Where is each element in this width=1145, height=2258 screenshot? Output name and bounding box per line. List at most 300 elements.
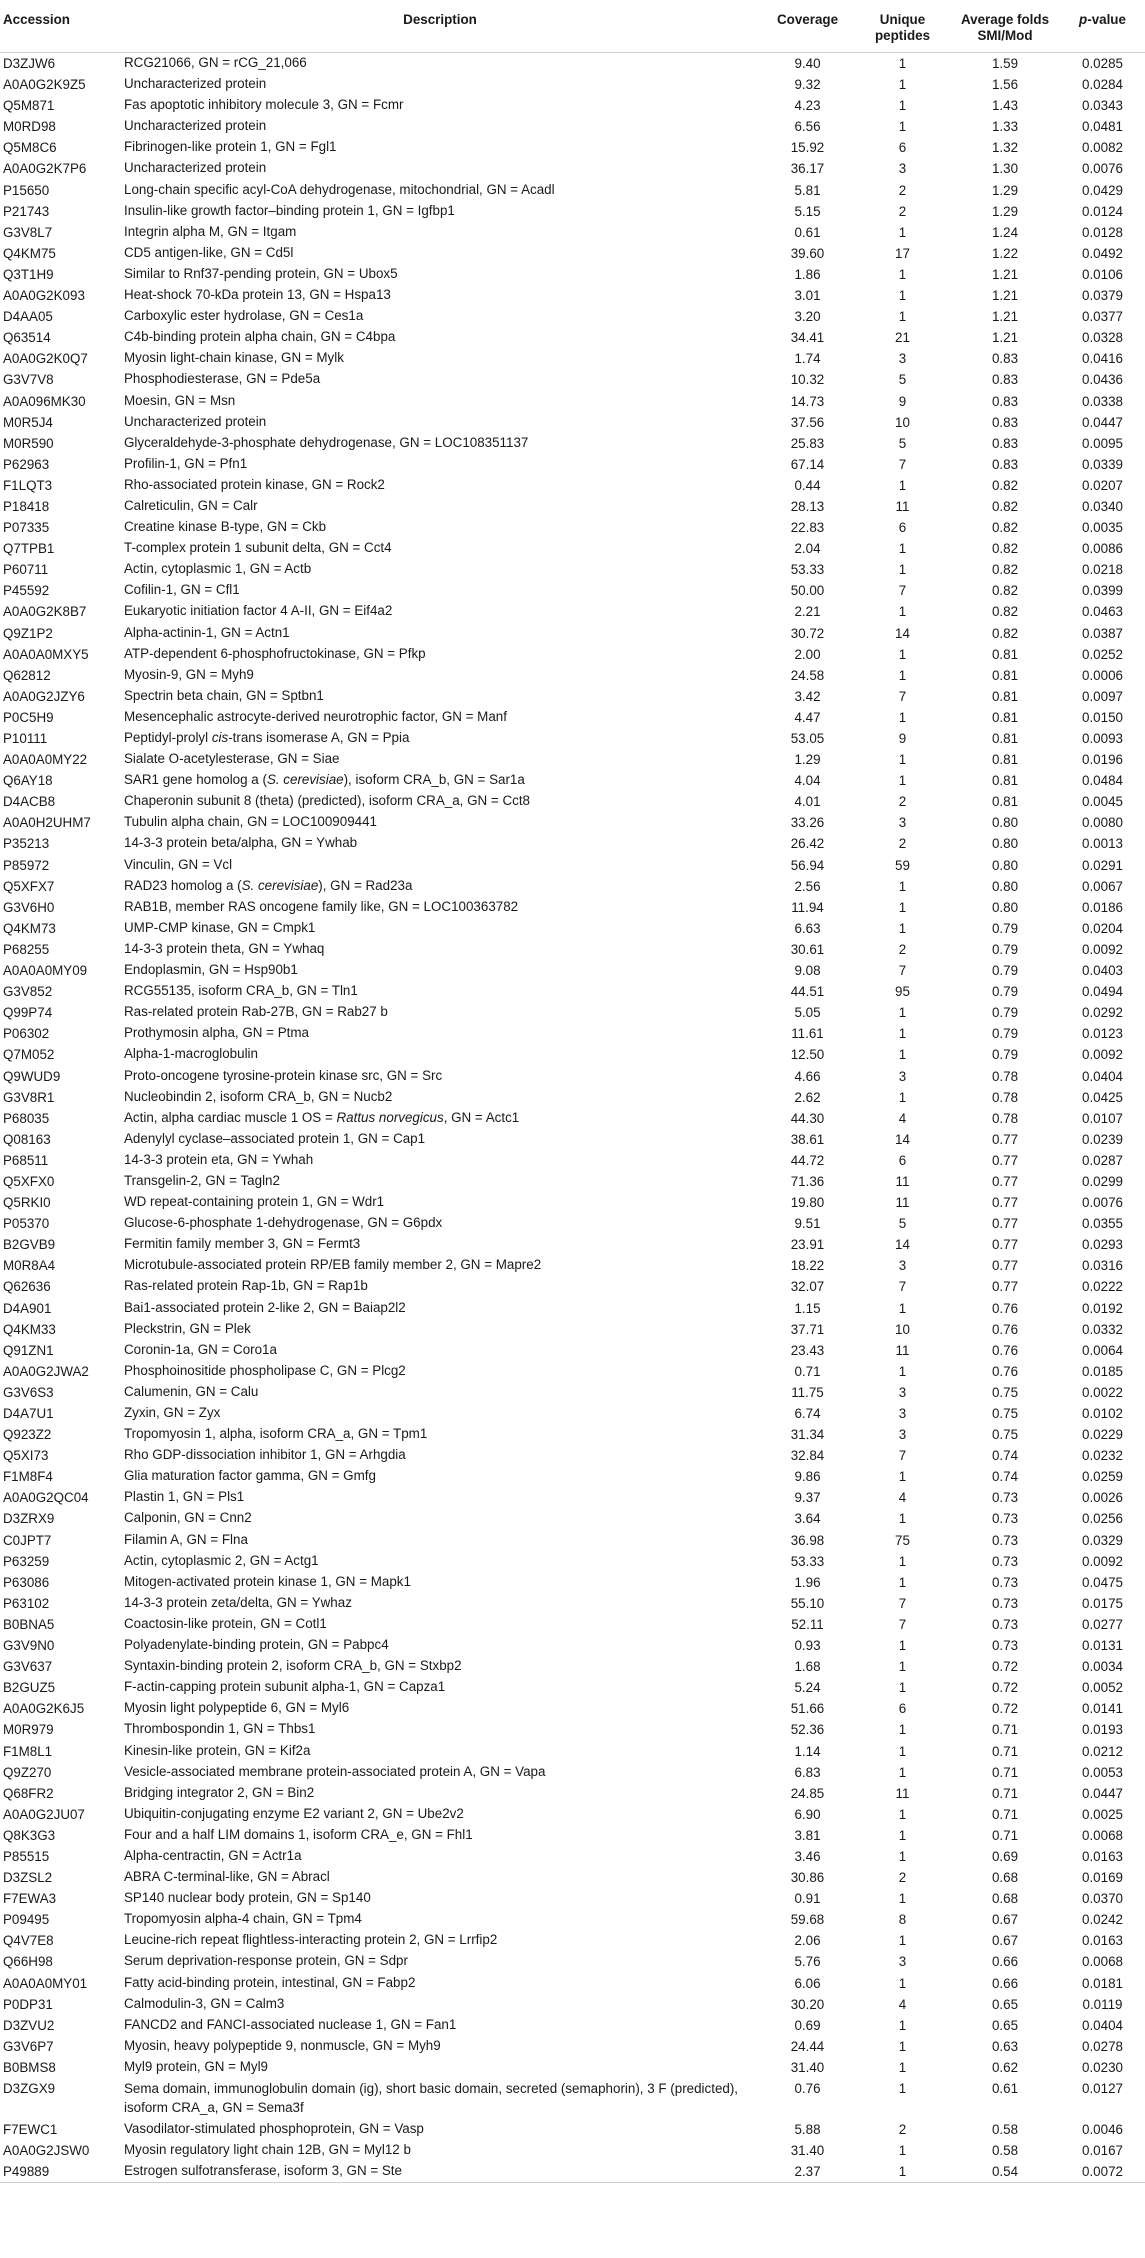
description-cell: Uncharacterized protein (124, 413, 267, 429)
table-row (0, 897, 1145, 918)
description-cell: Alpha-centractin, GN = Actr1a (124, 1847, 302, 1863)
p-value-cell: 0.0123 (1082, 1026, 1123, 1042)
description-cell: Calumenin, GN = Calu (124, 1383, 259, 1399)
average-folds-cell: 0.81 (991, 688, 1019, 704)
unique-peptides-cell: 1 (898, 1638, 907, 1654)
p-value-cell: 0.0416 (1082, 351, 1123, 367)
p-value-cell: 0.0067 (1082, 878, 1123, 894)
description-cell: Profilin-1, GN = Pfn1 (124, 455, 248, 471)
description-cell: Phosphoinositide phospholipase C, GN = Plcg2 (124, 1362, 406, 1378)
average-folds-cell: 0.83 (991, 414, 1019, 430)
accession-cell: Q99P74 (3, 1005, 53, 1021)
p-value-cell: 0.0229 (1082, 1427, 1123, 1443)
accession-cell: D3ZRX9 (3, 1511, 55, 1527)
average-folds-cell: 1.29 (991, 182, 1019, 198)
table-row (0, 1593, 1145, 1614)
table-row (0, 1783, 1145, 1804)
table-row (0, 876, 1145, 897)
description-cell: Eukaryotic initiation factor 4 A-II, GN = Eif4a2 (124, 603, 393, 619)
unique-peptides-cell: 2 (898, 794, 907, 810)
description-cell: Vesicle-associated membrane protein-associated protein A, GN = Vapa (124, 1763, 546, 1779)
coverage-cell: 6.90 (794, 1806, 821, 1822)
table-row (0, 1023, 1145, 1044)
coverage-cell: 5.15 (794, 203, 821, 219)
coverage-cell: 3.01 (794, 288, 821, 304)
coverage-cell: 9.40 (794, 56, 821, 71)
coverage-cell: 3.46 (794, 1848, 821, 1864)
accession-cell: Q5M871 (3, 98, 55, 114)
table-row (0, 791, 1145, 812)
accession-cell: P0C5H9 (3, 709, 54, 725)
coverage-cell: 1.68 (794, 1659, 821, 1675)
average-folds-cell: 0.82 (991, 625, 1019, 641)
table-row (0, 981, 1145, 1002)
description-text: Peptidyl-prolyl (124, 730, 212, 745)
table-row (0, 1002, 1145, 1023)
p-value-cell: 0.0329 (1082, 1532, 1123, 1548)
description-cell: Leucine-rich repeat flightless-interacting protein 2, GN = Lrrfip2 (124, 1932, 498, 1948)
p-value-cell: 0.0167 (1082, 2143, 1123, 2159)
description-cell: Sema domain, immunoglobulin domain (ig), short basic domain, secreted (semaphorin), 3 F (predicted), isoform CRA_a, GN = Sema3f (124, 2081, 739, 2115)
average-folds-cell: 0.81 (991, 794, 1019, 810)
unique-peptides-cell: 75 (895, 1532, 910, 1548)
accession-cell: F7EWC1 (3, 2122, 58, 2137)
table-row (0, 391, 1145, 412)
description-cell: Tropomyosin 1, alpha, isoform CRA_a, GN = Tpm1 (124, 1426, 428, 1442)
table-row (0, 812, 1145, 833)
table-row (0, 855, 1145, 876)
average-folds-cell: 0.80 (991, 878, 1019, 894)
description-cell: Coactosin-like protein, GN = Cotl1 (124, 1615, 327, 1631)
table-row (0, 475, 1145, 496)
description-cell: Integrin alpha M, GN = Itgam (124, 223, 297, 239)
unique-peptides-cell: 1 (898, 309, 907, 325)
description-cell: Plastin 1, GN = Pls1 (124, 1489, 245, 1505)
table-row (0, 1424, 1145, 1445)
accession-cell: Q62636 (3, 1279, 51, 1295)
accession-cell: Q5M8C6 (3, 140, 57, 156)
table-row (0, 1677, 1145, 1698)
average-folds-cell: 0.81 (991, 752, 1019, 768)
unique-peptides-cell: 3 (898, 1068, 907, 1084)
table-row (0, 433, 1145, 454)
average-folds-cell: 0.81 (991, 731, 1019, 746)
accession-cell: Q9Z1P2 (3, 625, 53, 641)
description-cell: 14-3-3 protein zeta/delta, GN = Ywhaz (124, 1594, 352, 1610)
description-text: SAR1 gene homolog a ( (124, 772, 267, 788)
accession-cell: A0A0G2K7P6 (3, 161, 87, 177)
coverage-cell: 2.21 (794, 604, 821, 620)
unique-peptides-cell: 1 (898, 477, 907, 493)
unique-peptides-cell: 1 (898, 224, 907, 240)
accession-cell: G3V6P7 (3, 2038, 54, 2054)
accession-cell: Q8K3G3 (3, 1827, 56, 1843)
unique-peptides-cell: 59 (895, 857, 910, 873)
p-value-cell: 0.0299 (1082, 1173, 1123, 1189)
average-folds-cell: 0.77 (991, 1216, 1019, 1232)
table-row (0, 180, 1145, 201)
average-folds-cell: 0.69 (991, 1848, 1019, 1864)
accession-cell: P10111 (3, 731, 48, 746)
accession-cell: P68255 (3, 941, 50, 957)
p-value-cell: 0.0230 (1082, 2059, 1123, 2075)
description-cell: Mitogen-activated protein kinase 1, GN = Mapk1 (124, 1573, 411, 1589)
average-folds-cell: 1.21 (991, 309, 1019, 325)
description-cell: Sialate O-acetylesterase, GN = Siae (124, 751, 340, 767)
p-value-cell: 0.0447 (1082, 414, 1123, 430)
unique-peptides-cell: 11 (895, 1342, 910, 1358)
table-row (0, 1530, 1145, 1551)
average-folds-cell: 1.56 (991, 77, 1019, 93)
p-value-cell: 0.0484 (1082, 773, 1123, 789)
unique-peptides-cell: 7 (898, 1448, 907, 1464)
average-folds-cell: 1.21 (991, 288, 1019, 304)
accession-cell: D4ACB8 (3, 794, 56, 810)
accession-cell: P35213 (3, 836, 50, 852)
average-folds-cell: 0.83 (991, 351, 1019, 367)
unique-peptides-cell: 1 (898, 119, 907, 135)
coverage-cell: 51.66 (790, 1701, 825, 1717)
table-row (0, 1361, 1145, 1382)
header-p-value-rest: -value (1087, 12, 1126, 27)
unique-peptides-cell: 1 (898, 1975, 907, 1991)
table-row (0, 264, 1145, 285)
p-value-cell: 0.0045 (1082, 794, 1123, 810)
average-folds-cell: 0.81 (991, 646, 1019, 662)
p-value-cell: 0.0256 (1082, 1511, 1123, 1527)
description-cell: Transgelin-2, GN = Tagln2 (124, 1172, 280, 1188)
average-folds-cell: 0.79 (991, 1005, 1019, 1021)
coverage-cell: 19.80 (790, 1195, 825, 1211)
description-cell: Fas apoptotic inhibitory molecule 3, GN = Fcmr (124, 97, 404, 113)
header-row (0, 0, 1145, 53)
table-row (0, 116, 1145, 137)
unique-peptides-cell: 2 (898, 1870, 907, 1886)
accession-cell: G3V6H0 (3, 899, 55, 915)
average-folds-cell: 0.79 (991, 1026, 1019, 1042)
accession-cell: Q4KM73 (3, 920, 56, 936)
average-folds-cell: 0.79 (991, 963, 1019, 979)
average-folds-cell: 0.77 (991, 1173, 1019, 1189)
description-cell: CD5 antigen-like, GN = Cd5l (124, 244, 294, 260)
p-value-cell: 0.0242 (1082, 1912, 1123, 1928)
average-folds-cell: 0.76 (991, 1300, 1019, 1316)
description-cell: Calponin, GN = Cnn2 (124, 1510, 252, 1526)
p-value-cell: 0.0092 (1082, 1047, 1123, 1063)
unique-peptides-cell: 1 (898, 541, 907, 557)
description-cell: Zyxin, GN = Zyx (124, 1405, 221, 1420)
coverage-cell: 30.72 (790, 625, 825, 641)
description-italic-text: S. cerevisiae (241, 877, 319, 893)
average-folds-cell: 0.77 (991, 1279, 1019, 1295)
unique-peptides-cell: 11 (895, 1195, 910, 1211)
p-value-cell: 0.0076 (1082, 161, 1123, 177)
coverage-cell: 4.47 (794, 709, 821, 725)
p-value-cell: 0.0013 (1082, 836, 1123, 852)
coverage-cell: 31.40 (790, 2059, 825, 2075)
coverage-cell: 2.62 (794, 1089, 821, 1105)
description-cell: FANCD2 and FANCI-associated nuclease 1, GN = Fan1 (124, 2016, 457, 2032)
p-value-cell: 0.0072 (1060, 2161, 1145, 2183)
header-average-folds: Average folds SMI/Mod (950, 0, 1060, 53)
p-value-cell: 0.0379 (1082, 288, 1123, 304)
average-folds-cell: 0.78 (991, 1089, 1019, 1105)
description-cell: Uncharacterized protein (124, 118, 267, 134)
table-row (0, 1846, 1145, 1867)
accession-cell: P0DP31 (3, 1996, 53, 2012)
table-row (0, 201, 1145, 222)
average-folds-cell: 0.79 (991, 1047, 1019, 1063)
table-row (0, 1656, 1145, 1677)
unique-peptides-cell: 4 (898, 1110, 907, 1126)
table-row (0, 1234, 1145, 1255)
coverage-cell: 5.24 (794, 1680, 821, 1696)
coverage-cell: 52.11 (791, 1616, 824, 1632)
description-cell (120, 1108, 760, 1129)
description-cell: Prothymosin alpha, GN = Ptma (124, 1025, 309, 1041)
average-folds-cell: 0.58 (991, 2143, 1019, 2159)
unique-peptides-cell: 14 (895, 1131, 910, 1147)
p-value-cell: 0.0068 (1082, 1827, 1123, 1843)
average-folds-cell: 0.76 (991, 1363, 1019, 1379)
average-folds-cell: 0.80 (991, 857, 1019, 873)
coverage-cell: 2.37 (760, 2161, 855, 2183)
p-value-cell: 0.0239 (1082, 1131, 1123, 1147)
p-value-cell: 0.0232 (1082, 1448, 1123, 1464)
coverage-cell: 9.86 (794, 1469, 821, 1485)
table-row (0, 1930, 1145, 1951)
coverage-cell: 9.51 (794, 1216, 821, 1232)
unique-peptides-cell: 4 (898, 1490, 907, 1506)
average-folds-cell: 0.73 (991, 1511, 1019, 1527)
coverage-cell: 3.81 (794, 1827, 821, 1843)
unique-peptides-cell: 1 (898, 899, 907, 915)
table-row (0, 1150, 1145, 1171)
p-value-cell: 0.0293 (1082, 1237, 1123, 1253)
p-value-cell: 0.0339 (1082, 456, 1123, 472)
description-cell: Fermitin family member 3, GN = Fermt3 (124, 1236, 361, 1252)
description-cell: Chaperonin subunit 8 (theta) (predicted), isoform CRA_a, GN = Cct8 (124, 793, 530, 809)
coverage-cell: 2.06 (794, 1933, 821, 1949)
p-value-cell: 0.0124 (1082, 203, 1123, 219)
coverage-cell: 12.50 (790, 1047, 825, 1063)
table-row (0, 1825, 1145, 1846)
unique-peptides-cell: 1 (898, 1553, 907, 1569)
coverage-cell: 32.84 (790, 1448, 825, 1464)
unique-peptides-cell: 2 (898, 182, 907, 198)
description-cell: Uncharacterized protein (124, 76, 267, 92)
description-cell: Estrogen sulfotransferase, isoform 3, GN = Ste (120, 2161, 760, 2183)
table-row (0, 960, 1145, 981)
description-cell: Long-chain specific acyl-CoA dehydrogenase, mitochondrial, GN = Acadl (124, 181, 555, 197)
table-row (0, 158, 1145, 179)
coverage-cell: 44.72 (790, 1152, 825, 1168)
accession-cell: G3V7V8 (3, 372, 54, 388)
average-folds-cell: 0.81 (991, 709, 1019, 725)
average-folds-cell: 0.68 (991, 1891, 1019, 1907)
description-cell: Mesencephalic astrocyte-derived neurotrophic factor, GN = Manf (124, 708, 507, 724)
p-value-cell: 0.0291 (1082, 857, 1123, 873)
average-folds-cell: 0.82 (991, 562, 1019, 578)
average-folds-cell: 0.71 (991, 1806, 1019, 1822)
accession-cell: A0A0G2JZY6 (3, 688, 85, 704)
unique-peptides-cell: 7 (898, 1616, 907, 1632)
average-folds-cell: 0.73 (991, 1532, 1019, 1548)
average-folds-cell: 0.82 (991, 520, 1019, 536)
accession-cell: G3V9N0 (3, 1638, 55, 1654)
table-row (0, 749, 1145, 770)
accession-cell: Q5XFX7 (3, 878, 55, 894)
accession-cell: D4AA05 (3, 309, 53, 325)
p-value-cell: 0.0053 (1082, 1764, 1123, 1780)
average-folds-cell: 0.80 (991, 836, 1019, 852)
p-value-cell: 0.0076 (1082, 1195, 1123, 1211)
description-cell: Vinculin, GN = Vcl (124, 856, 233, 872)
p-value-cell: 0.0068 (1082, 1954, 1123, 1970)
accession-cell: P63259 (3, 1553, 50, 1569)
average-folds-cell: 1.33 (991, 119, 1019, 135)
table-row (0, 939, 1145, 960)
unique-peptides-cell: 1 (898, 1764, 907, 1780)
coverage-cell: 52.36 (790, 1722, 825, 1738)
coverage-cell: 67.14 (790, 456, 825, 472)
table-row (0, 1403, 1145, 1424)
coverage-cell: 4.01 (794, 794, 821, 810)
unique-peptides-cell: 10 (895, 414, 910, 430)
description-cell: Tropomyosin alpha-4 chain, GN = Tpm4 (124, 1911, 362, 1927)
average-folds-cell: 0.79 (991, 920, 1019, 936)
average-folds-cell: 0.65 (991, 2017, 1019, 2033)
average-folds-cell: 1.24 (991, 224, 1019, 240)
accession-cell: G3V852 (3, 984, 53, 1000)
p-value-cell: 0.0127 (1082, 2081, 1123, 2096)
table-row (0, 1108, 1145, 1129)
description-cell: Spectrin beta chain, GN = Sptbn1 (124, 687, 324, 703)
table-row (0, 496, 1145, 517)
average-folds-cell: 0.80 (991, 815, 1019, 831)
description-cell (120, 770, 760, 791)
average-folds-cell: 0.77 (991, 1237, 1019, 1253)
accession-cell: A0A0G2QC04 (3, 1490, 89, 1506)
p-value-cell: 0.0377 (1082, 309, 1123, 325)
accession-cell: D3ZVU2 (3, 2017, 55, 2033)
unique-peptides-cell: 1 (898, 1659, 907, 1675)
header-accession: Accession (0, 0, 120, 53)
p-value-cell: 0.0106 (1082, 266, 1123, 282)
unique-peptides-cell: 7 (898, 1279, 907, 1295)
accession-cell: Q3T1H9 (3, 266, 54, 282)
accession-cell: G3V6S3 (3, 1384, 54, 1400)
accession-cell: A0A0G2K0Q7 (3, 351, 88, 367)
p-value-cell: 0.0387 (1082, 625, 1123, 641)
accession-cell: P68511 (3, 1152, 49, 1168)
table-body (0, 53, 1145, 2183)
table-row (0, 644, 1145, 665)
description-cell: Similar to Rnf37-pending protein, GN = Ubox5 (124, 265, 398, 281)
accession-cell: F1M8F4 (3, 1469, 53, 1485)
description-cell: Microtubule-associated protein RP/EB family member 2, GN = Mapre2 (124, 1257, 542, 1273)
description-cell: Ras-related protein Rab-27B, GN = Rab27 b (124, 1004, 388, 1020)
accession-cell: B2GVB9 (3, 1237, 56, 1253)
table-row (0, 1487, 1145, 1508)
description-cell: RCG55135, isoform CRA_b, GN = Tln1 (124, 983, 358, 999)
table-row (0, 1994, 1145, 2015)
p-value-cell: 0.0095 (1082, 435, 1123, 451)
accession-cell: P15650 (3, 182, 50, 198)
coverage-cell: 11.94 (791, 899, 824, 915)
unique-peptides-cell: 10 (895, 1321, 910, 1337)
table-row (0, 1171, 1145, 1192)
unique-peptides-cell: 7 (898, 456, 907, 472)
average-folds-cell: 0.79 (991, 941, 1019, 957)
p-value-cell: 0.0006 (1082, 667, 1123, 683)
table-row (0, 580, 1145, 601)
description-cell: Glucose-6-phosphate 1-dehydrogenase, GN = G6pdx (124, 1215, 443, 1231)
table-row (0, 1508, 1145, 1529)
table-row (0, 1213, 1145, 1234)
p-value-cell: 0.0034 (1082, 1659, 1123, 1675)
unique-peptides-cell: 21 (895, 330, 910, 346)
description-cell (120, 728, 760, 749)
description-cell: WD repeat-containing protein 1, GN = Wdr1 (124, 1194, 385, 1210)
table-row (0, 2078, 1145, 2119)
average-folds-cell: 0.72 (991, 1701, 1019, 1717)
p-value-cell: 0.0052 (1082, 1680, 1123, 1696)
unique-peptides-cell: 3 (898, 815, 907, 831)
unique-peptides-cell: 95 (895, 984, 910, 1000)
accession-cell: P18418 (3, 498, 50, 514)
description-cell: Filamin A, GN = Flna (124, 1531, 248, 1547)
description-cell: Rho-associated protein kinase, GN = Rock2 (124, 476, 385, 492)
p-value-cell: 0.0131 (1082, 1638, 1123, 1654)
description-cell: Alpha-actinin-1, GN = Actn1 (124, 624, 290, 640)
description-cell: Polyadenylate-binding protein, GN = Pabpc4 (124, 1637, 389, 1653)
average-folds-cell: 1.59 (991, 56, 1019, 71)
accession-cell: M0R8A4 (3, 1258, 56, 1274)
accession-cell: P49889 (0, 2161, 120, 2183)
description-cell: Myosin-9, GN = Myh9 (124, 666, 254, 682)
description-italic-text: Rattus norvegicus (336, 1109, 444, 1125)
accession-cell: A0A0G2K093 (3, 288, 85, 304)
coverage-cell: 24.85 (790, 1785, 825, 1801)
accession-cell: Q66H98 (3, 1954, 53, 1970)
coverage-cell: 0.44 (794, 477, 821, 493)
p-value-cell: 0.0163 (1082, 1848, 1123, 1864)
average-folds-cell: 0.78 (991, 1068, 1019, 1084)
average-folds-cell: 0.72 (991, 1659, 1019, 1675)
table-row (0, 1741, 1145, 1762)
unique-peptides-cell: 1 (898, 1089, 907, 1105)
table-row (0, 1551, 1145, 1572)
description-text: ), isoform CRA_b, GN = Sar1a (343, 772, 525, 788)
description-cell: F-actin-capping protein subunit alpha-1, GN = Capza1 (124, 1679, 446, 1695)
p-value-cell: 0.0035 (1082, 520, 1123, 536)
p-value-cell: 0.0080 (1082, 815, 1123, 831)
table-row (0, 1698, 1145, 1719)
p-value-cell: 0.0403 (1082, 963, 1123, 979)
description-cell: Phosphodiesterase, GN = Pde5a (124, 371, 321, 387)
coverage-cell: 56.94 (790, 857, 825, 873)
average-folds-cell: 0.83 (991, 456, 1019, 472)
p-value-cell: 0.0107 (1082, 1110, 1123, 1126)
average-folds-cell: 0.71 (991, 1743, 1019, 1759)
table-row (0, 285, 1145, 306)
average-folds-cell: 0.66 (991, 1975, 1019, 1991)
table-row (0, 833, 1145, 854)
average-folds-cell: 0.81 (991, 773, 1019, 789)
accession-cell: M0R979 (3, 1722, 54, 1738)
unique-peptides-cell: 1 (898, 1005, 907, 1021)
